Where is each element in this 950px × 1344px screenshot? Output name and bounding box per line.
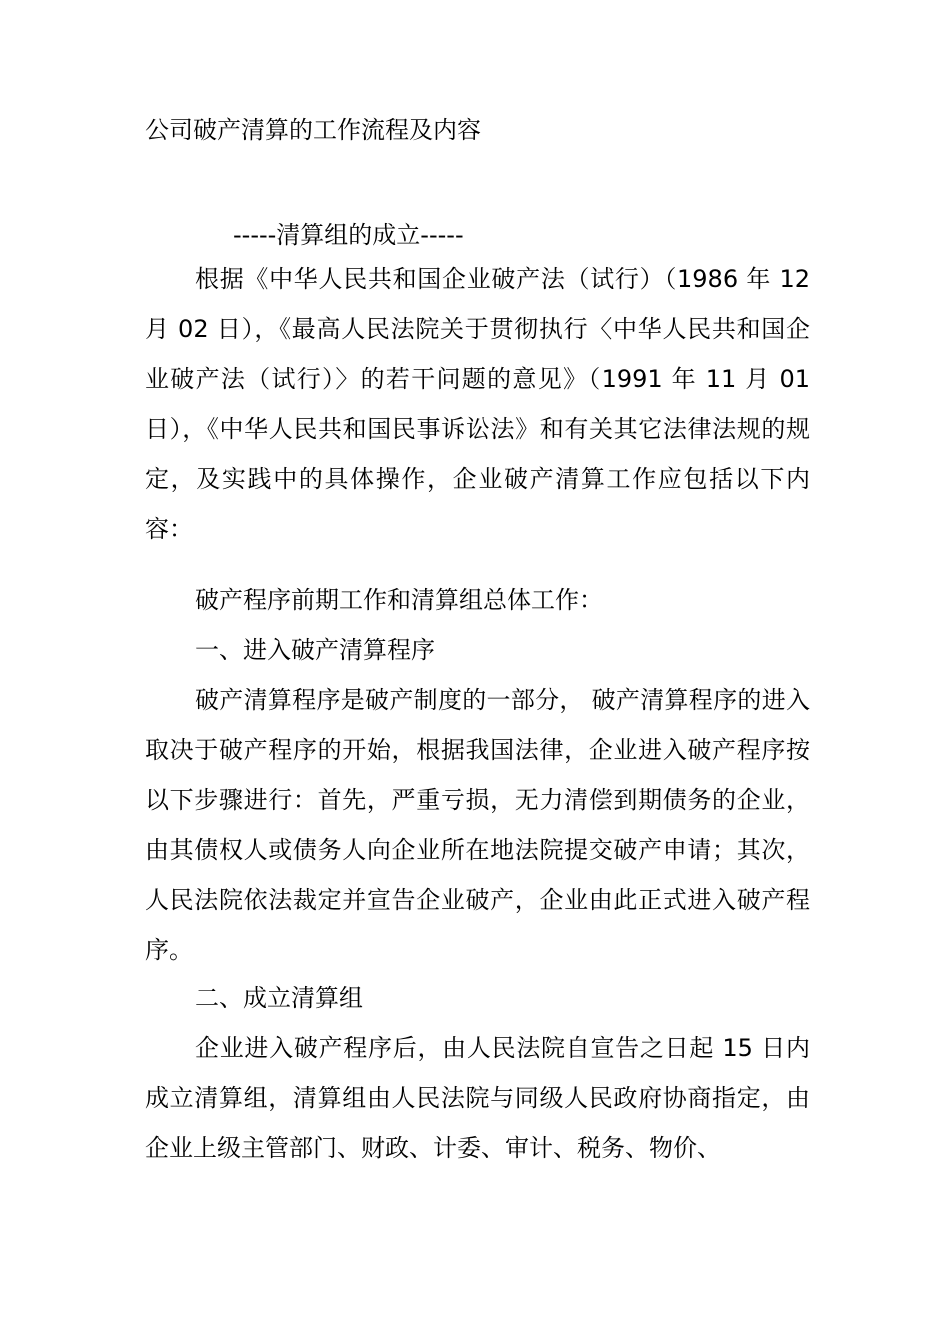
section1-heading: 一、进入破产清算程序 [195,636,435,664]
section2-heading: 二、成立清算组 [195,984,363,1012]
section-intro: 破产程序前期工作和清算组总体工作： [195,586,603,614]
document-title: 公司破产清算的工作流程及内容 [145,116,481,144]
section1-body: 破产清算程序是破产制度的一部分， 破产清算程序的进入取决于破产程序的开始，根据我国法律，企业进入破产程序按以下步骤进行：首先，严重亏损，无力清偿到期债务的企业，由其债权人或债务人向企业所在地法院提交破产申请；其次，人民法院依法裁定并宣告企业破产，企业由此正式进入破产程序。 [145,686,810,964]
section2-body: 企业进入破产程序后，由人民法院自宣告之日起 15 日内成立清算组，清算组由人民法院与同级人民政府协商指定，由企业上级主管部门、财政、计委、审计、税务、物价、 [145,1034,810,1162]
intro-paragraph: 根据《中华人民共和国企业破产法（试行）（1986 年 12 月 02 日），《最高人民法院关于贯彻执行〈中华人民共和国企业破产法（试行）〉的若干问题的意见》（1991 年 11 月 01 日），《中华人民共和国民事诉讼法》和有关其它法律法规的规定，及实践中的具体操作，企业破产清算工作应包括以下内容： [145,265,810,543]
section-subtitle: -----清算组的成立----- [233,221,464,249]
